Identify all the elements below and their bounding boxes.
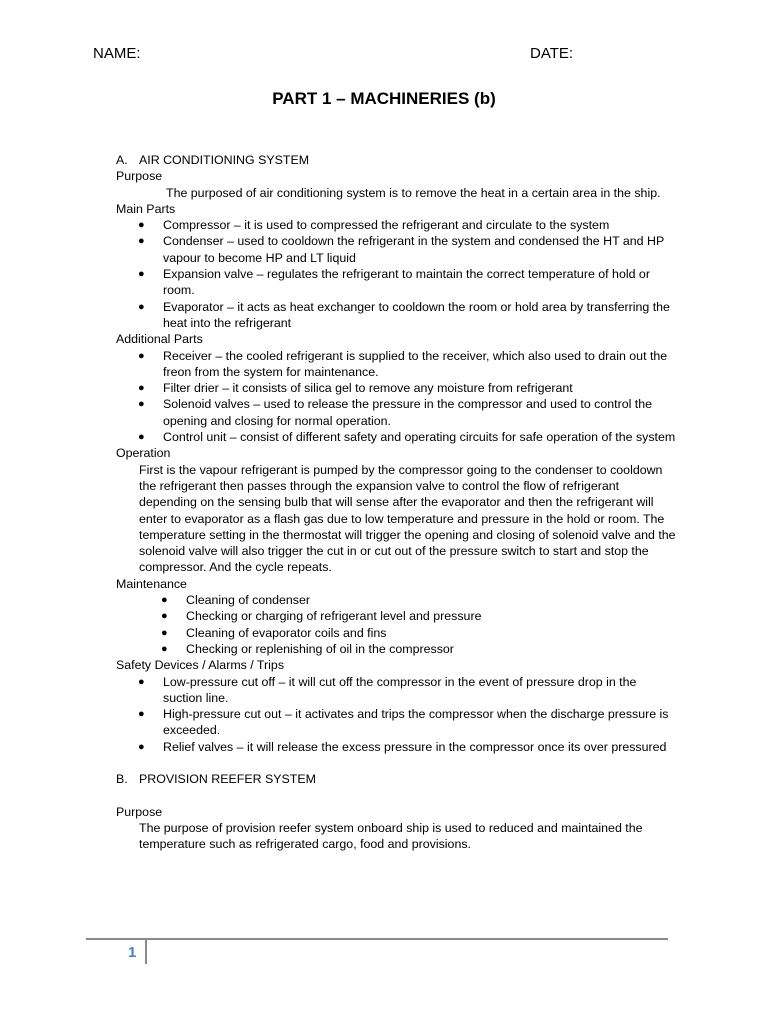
operation-heading: Operation	[116, 446, 171, 461]
spacer	[116, 788, 678, 804]
purpose-heading: Purpose	[116, 169, 163, 184]
list-item	[116, 592, 678, 608]
maintenance-heading: Maintenance	[116, 576, 187, 591]
bullet-icon: ●	[138, 398, 145, 411]
list-item	[116, 217, 678, 233]
spacer	[116, 755, 678, 771]
bullet-icon: ●	[138, 708, 145, 721]
maintenance-list	[116, 592, 678, 657]
section-b-title: PROVISION REEFER SYSTEM	[139, 772, 316, 787]
bullet-icon: ●	[161, 642, 168, 655]
document-body	[116, 152, 678, 853]
list-item-text: Condenser – used to cooldown the refrigerant in the system and condensed the HT and HP vapour to become HP and LT liquid	[163, 234, 664, 265]
bullet-icon: ●	[138, 349, 145, 362]
bullet-icon: ●	[161, 594, 168, 607]
footer-divider	[86, 938, 668, 940]
page-number: 1	[128, 944, 137, 961]
footer-vertical-divider	[145, 940, 147, 964]
list-item	[116, 674, 678, 707]
list-item	[116, 706, 678, 739]
list-item	[116, 380, 678, 396]
bullet-icon: ●	[161, 610, 168, 623]
list-item	[116, 641, 678, 657]
list-item	[116, 396, 678, 429]
list-item-text: Filter drier – it consists of silica gel to remove any moisture from refrigerant	[163, 381, 573, 396]
safety-heading: Safety Devices / Alarms / Trips	[116, 658, 285, 673]
bullet-icon: ●	[138, 268, 145, 281]
bullet-icon: ●	[138, 235, 145, 248]
safety-list	[116, 674, 678, 755]
list-item-text: Checking or replenishing of oil in the compressor	[186, 641, 454, 656]
operation-text: First is the vapour refrigerant is pumped by the compressor going to the condenser to cooldown the refrigerant then passes through the expansion valve to control the flow of refrigerant depending on the sensing bulb that will sense after the evaporator and then the refrigerant will enter to evaporator as a flash gas due to low temperature and pressure in the hold or room. The temperature setting in the thermostat will trigger the opening and closing of solenoid valve and the solenoid valve will also trigger the cut in or cut out of the pressure switch to start and stop the compressor. And the cycle repeats.	[139, 462, 676, 575]
list-item	[116, 625, 678, 641]
list-item-text: Checking or charging of refrigerant level and pressure	[186, 609, 482, 624]
list-item-text: Control unit – consist of different safety and operating circuits for safe operation of the system	[163, 430, 676, 445]
list-item	[116, 608, 678, 624]
list-item	[116, 299, 678, 332]
list-item-text: Low-pressure cut off – it will cut off the compressor in the event of pressure drop in the suction line.	[163, 674, 637, 705]
section-b-heading	[116, 771, 678, 787]
section-b-purpose-heading: Purpose	[116, 804, 163, 819]
purpose-text: The purposed of air conditioning system is to remove the heat in a certain area in the ship.	[166, 185, 661, 200]
bullet-icon: ●	[161, 626, 168, 639]
list-item-text: Cleaning of evaporator coils and fins	[186, 625, 387, 640]
list-item-text: Cleaning of condenser	[186, 593, 310, 608]
section-a-title: AIR CONDITIONING SYSTEM	[139, 153, 310, 167]
name-label: NAME:	[93, 45, 141, 62]
list-item-text: High-pressure cut out – it activates and trips the compressor when the discharge pressure is exceeded.	[163, 707, 669, 738]
bullet-icon: ●	[138, 740, 145, 753]
section-b-purpose-text: The purpose of provision reefer system onboard ship is used to reduced and maintained the temperature such as refrigerated cargo, food and provisions.	[139, 821, 643, 852]
main-parts-heading: Main Parts	[116, 201, 176, 216]
list-item-text: Solenoid valves – used to release the pressure in the compressor and used to control the opening and closing for normal operation.	[163, 397, 653, 428]
page-title: PART 1 – MACHINERIES (b)	[272, 89, 496, 108]
list-item-text: Evaporator – it acts as heat exchanger to cooldown the room or hold area by transferring the heat into the refrigerant	[163, 299, 670, 330]
list-item	[116, 348, 678, 381]
bullet-icon: ●	[138, 675, 145, 688]
list-item	[116, 266, 678, 299]
bullet-icon: ●	[138, 382, 145, 395]
list-item	[116, 739, 678, 755]
list-item-text: Receiver – the cooled refrigerant is supplied to the receiver, which also used to drain out the freon from the system for maintenance.	[163, 348, 668, 379]
bullet-icon: ●	[138, 219, 145, 232]
bullet-icon: ●	[138, 300, 145, 313]
list-item	[116, 429, 678, 445]
list-item-text: Compressor – it is used to compressed the refrigerant and circulate to the system	[163, 218, 610, 233]
list-item-text: Expansion valve – regulates the refrigerant to maintain the correct temperature of hold or room.	[163, 267, 650, 298]
additional-parts-heading: Additional Parts	[116, 332, 203, 347]
date-label: DATE:	[530, 45, 574, 62]
list-item	[116, 233, 678, 266]
section-a-letter: A.	[116, 153, 128, 167]
section-b-letter: B.	[116, 772, 128, 787]
additional-parts-list	[116, 348, 678, 446]
bullet-icon: ●	[138, 431, 145, 444]
main-parts-list	[116, 217, 678, 331]
list-item-text: Relief valves – it will release the excess pressure in the compressor once its over pressured	[163, 739, 667, 754]
section-a-heading	[116, 152, 678, 168]
